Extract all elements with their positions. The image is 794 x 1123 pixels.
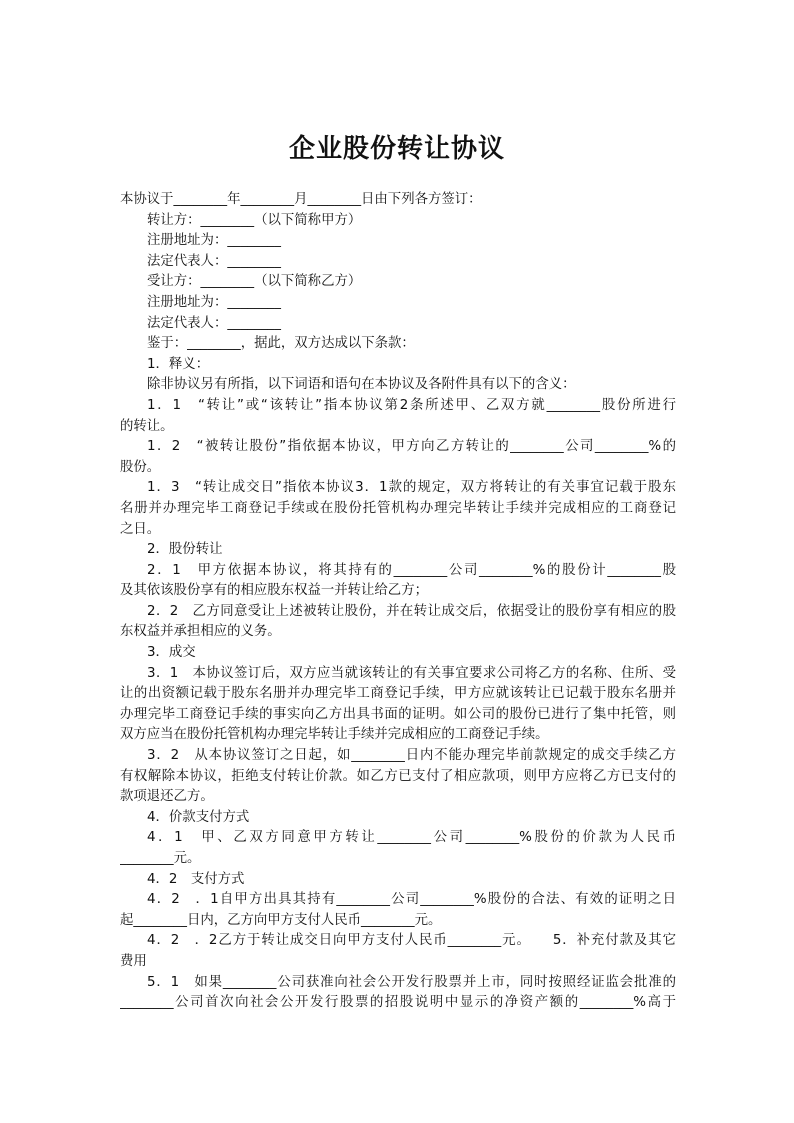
document-title: 企业股份转让协议	[288, 134, 505, 164]
text-line: 受让方：________（以下简称乙方）	[147, 274, 362, 290]
text-line: 起________日内，乙方向甲方支付人民币________元。	[120, 912, 442, 928]
text-line: 本协议于________年________月________日由下列各方签订：	[120, 192, 482, 207]
section-heading: 2．股份转让	[147, 542, 223, 558]
text-line: 的转让。	[120, 418, 174, 434]
text-line: 费用	[120, 953, 147, 969]
text-line: ________元。	[120, 851, 201, 866]
text-line: 除非协议另有所指，以下词语和语句在本协议及各附件具有以下的含义：	[147, 377, 576, 393]
text-line: 1．2 “被转让股份”指依据本协议，甲方向乙方转让的________公司________%的	[147, 439, 676, 455]
text-line: 4．2 ．2乙方于转让成交日向甲方支付人民币________元。 5．补充付款及其它	[147, 933, 676, 949]
text-line: 鉴于：________，据此，双方达成以下条款：	[147, 336, 415, 352]
text-line: 办理完毕工商登记手续的事实向乙方出具书面的证明。如公司的股份已进行了集中托管，则	[120, 706, 676, 722]
document-body	[120, 190, 676, 1014]
text-line: 法定代表人：________	[147, 253, 281, 269]
section-heading: 3．成交	[147, 645, 196, 661]
text-line: 之日。	[120, 521, 161, 537]
text-line: 股份。	[120, 459, 161, 475]
text-line: 及其依该股份享有的相应股东权益一并转让给乙方；	[120, 583, 428, 599]
text-line: 3．1 本协议签订后，双方应当就该转让的有关事宜要求公司将乙方的名称、住所、受	[147, 665, 676, 681]
text-line: 4．2 支付方式	[147, 871, 245, 887]
text-line: 款项退还乙方。	[120, 789, 214, 805]
text-line: 3．2 从本协议签订之日起，如________日内不能办理完毕前款规定的成交手续乙方	[147, 748, 676, 764]
text-line: 2．1 甲方依据本协议，将其持有的________公司________%的股份计________股	[147, 562, 676, 578]
text-line: 让的出资额记载于股东名册并办理完毕工商登记手续，甲方应就该转让已记载于股东名册并	[120, 686, 676, 702]
text-line: 2．2 乙方同意受让上述被转让股份，并在转让成交后，依据受让的股份享有相应的股	[147, 603, 676, 619]
text-line: 注册地址为：________	[147, 233, 281, 249]
text-line: 转让方：________（以下简称甲方）	[147, 212, 362, 228]
text-line: 4．2 ．1自甲方出具其持有________公司________%股份的合法、有效的证明之日	[147, 892, 676, 908]
text-line: 5．1 如果________公司获准向社会公开发行股票并上市，同时按照经证监会批准的	[147, 974, 676, 990]
text-line: 东权益并承担相应的义务。	[120, 624, 281, 640]
text-line: 法定代表人：________	[147, 315, 281, 331]
text-line: 注册地址为：________	[147, 294, 281, 310]
text-line: ________公司首次向社会公开发行股票的招股说明中显示的净资产额的________%高于	[120, 995, 676, 1011]
text-line: 4．1 甲、乙双方同意甲方转让________公司________%股份的价款为人民币	[147, 830, 676, 846]
text-line: 双方应当在股份托管机构办理完毕转让手续并完成相应的工商登记手续。	[120, 727, 549, 743]
text-line: 名册并办理完毕工商登记手续或在股份托管机构办理完毕转让手续并完成相应的工商登记	[120, 500, 676, 516]
text-line: 1．3 “转让成交日”指依本协议3．1款的规定，双方将转让的有关事宜记载于股东	[147, 480, 676, 496]
text-line: 1．1 “转让”或“该转让”指本协议第2条所述甲、乙双方就________股份所进行	[147, 397, 676, 413]
text-line: 有权解除本协议，拒绝支付转让价款。如乙方已支付了相应款项，则甲方应将乙方已支付的	[120, 768, 676, 784]
section-heading: 1．释义：	[147, 356, 210, 372]
section-heading: 4．价款支付方式	[147, 809, 250, 825]
